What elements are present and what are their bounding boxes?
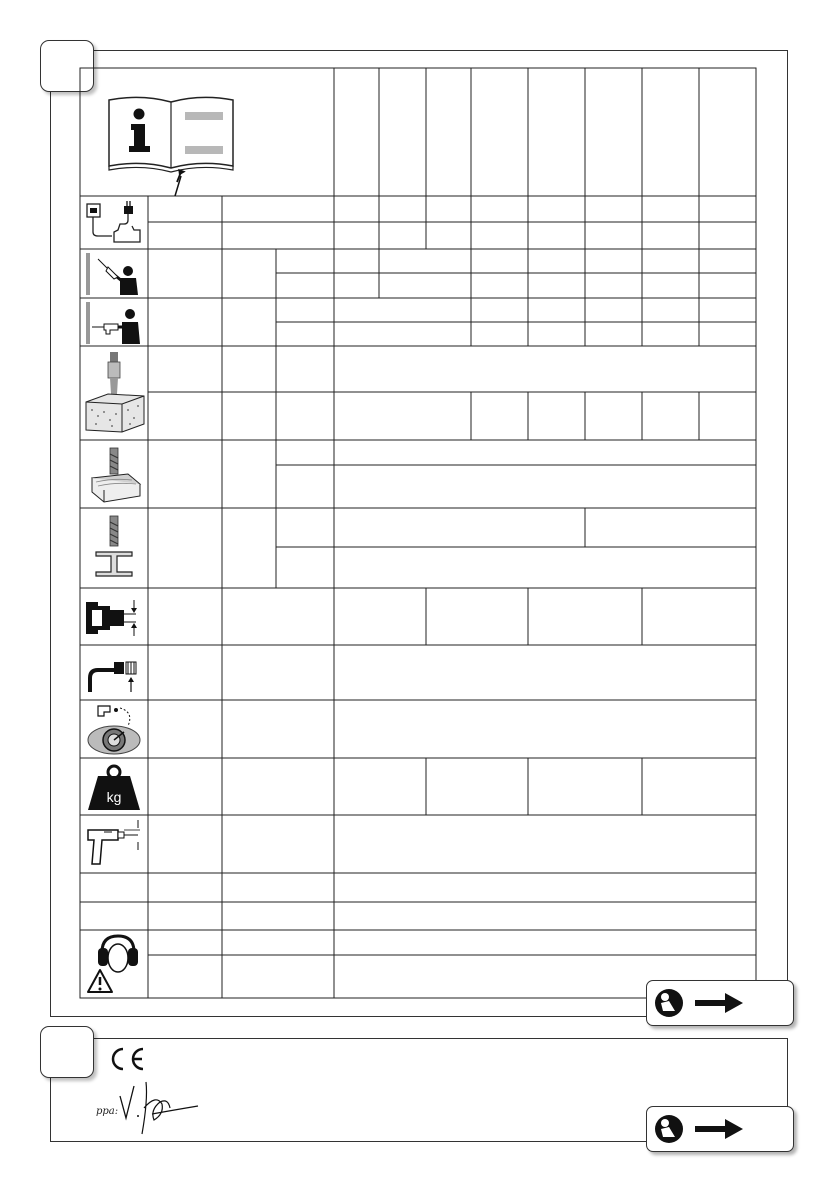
weight-unit-label: kg xyxy=(106,789,122,805)
drill-dimension-icon xyxy=(84,818,144,870)
concrete-drilling-icon xyxy=(84,350,146,436)
read-manual-arrow-icon xyxy=(647,1107,793,1151)
signature-image xyxy=(94,1080,204,1138)
see-manual-button[interactable] xyxy=(646,980,794,1026)
operator-overhead-drilling-icon xyxy=(84,251,144,297)
see-manual-button-declaration[interactable] xyxy=(646,1106,794,1152)
section-tab-declaration xyxy=(40,1026,94,1078)
info-manual-icon xyxy=(105,96,237,198)
wood-drilling-icon xyxy=(84,446,144,504)
collar-diameter-icon xyxy=(84,702,146,756)
chuck-capacity-icon xyxy=(84,596,144,640)
spindle-thread-icon xyxy=(84,652,144,696)
steel-drilling-icon xyxy=(84,514,144,584)
ce-mark-icon xyxy=(103,1046,149,1072)
weight-kg-icon xyxy=(84,762,144,812)
operator-horizontal-drilling-icon xyxy=(84,300,144,346)
read-manual-arrow-icon xyxy=(647,981,793,1025)
svg-text:ppa:: ppa: xyxy=(96,1106,119,1117)
power-supply-icon xyxy=(84,200,144,246)
hearing-protection-warning-icon xyxy=(84,932,146,996)
